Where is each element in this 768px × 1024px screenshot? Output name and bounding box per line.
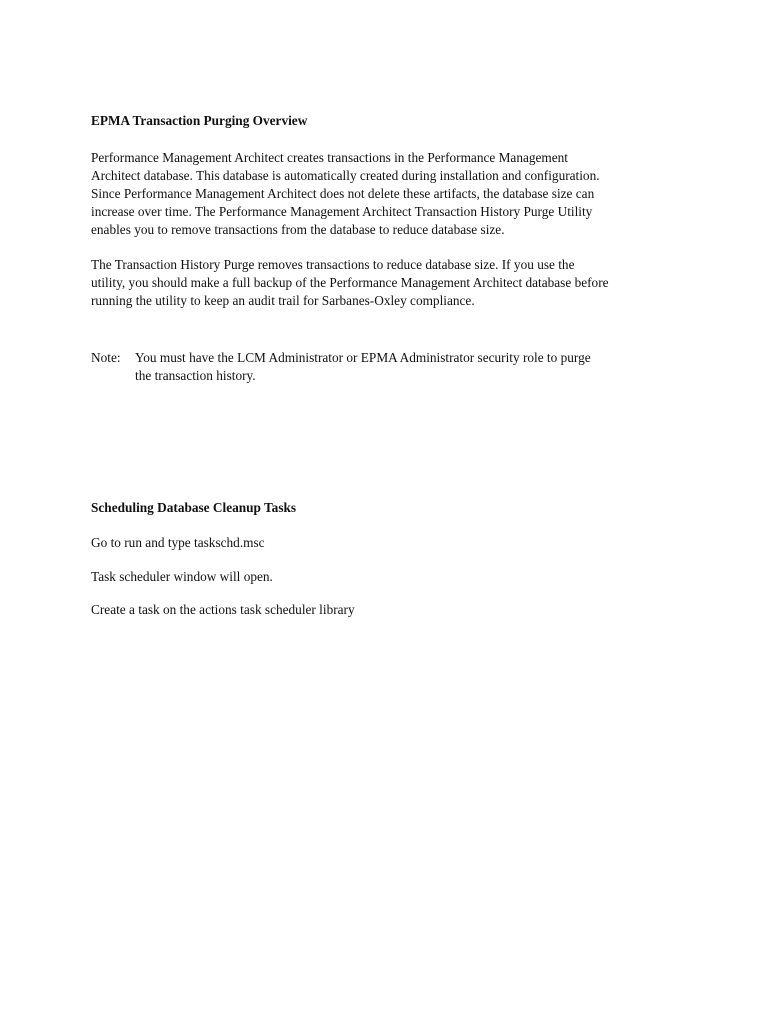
note-line: the transaction history. <box>135 368 256 383</box>
paragraph-line: enables you to remove transactions from the database to reduce database size. <box>91 222 505 237</box>
paragraph-line: Architect database. This database is automatically created during installation and configuration. <box>91 168 600 183</box>
paragraph-line: Performance Management Architect creates transactions in the Performance Management <box>91 150 569 165</box>
note-text <box>135 349 591 385</box>
step-2-text: Task scheduler window will open. <box>91 569 273 584</box>
note-label: Note: <box>91 350 121 365</box>
step-3-text: Create a task on the actions task scheduler library <box>91 602 355 617</box>
paragraph-line: running the utility to keep an audit trail for Sarbanes-Oxley compliance. <box>91 293 475 308</box>
overview-paragraph-2 <box>91 256 691 310</box>
paragraph-line: increase over time. The Performance Management Architect Transaction History Purge Utility <box>91 204 593 219</box>
paragraph-line: The Transaction History Purge removes transactions to reduce database size. If you use the <box>91 257 575 272</box>
section-heading-overview: EPMA Transaction Purging Overview <box>91 113 308 128</box>
paragraph-line: utility, you should make a full backup of the Performance Management Architect database before <box>91 275 609 290</box>
note-line: You must have the LCM Administrator or EPMA Administrator security role to purge <box>135 350 591 365</box>
step-1-text: Go to run and type taskschd.msc <box>91 535 265 550</box>
overview-paragraph-1 <box>91 149 691 239</box>
paragraph-line: Since Performance Management Architect does not delete these artifacts, the database size can <box>91 186 595 201</box>
section-heading-scheduling: Scheduling Database Cleanup Tasks <box>91 500 297 515</box>
